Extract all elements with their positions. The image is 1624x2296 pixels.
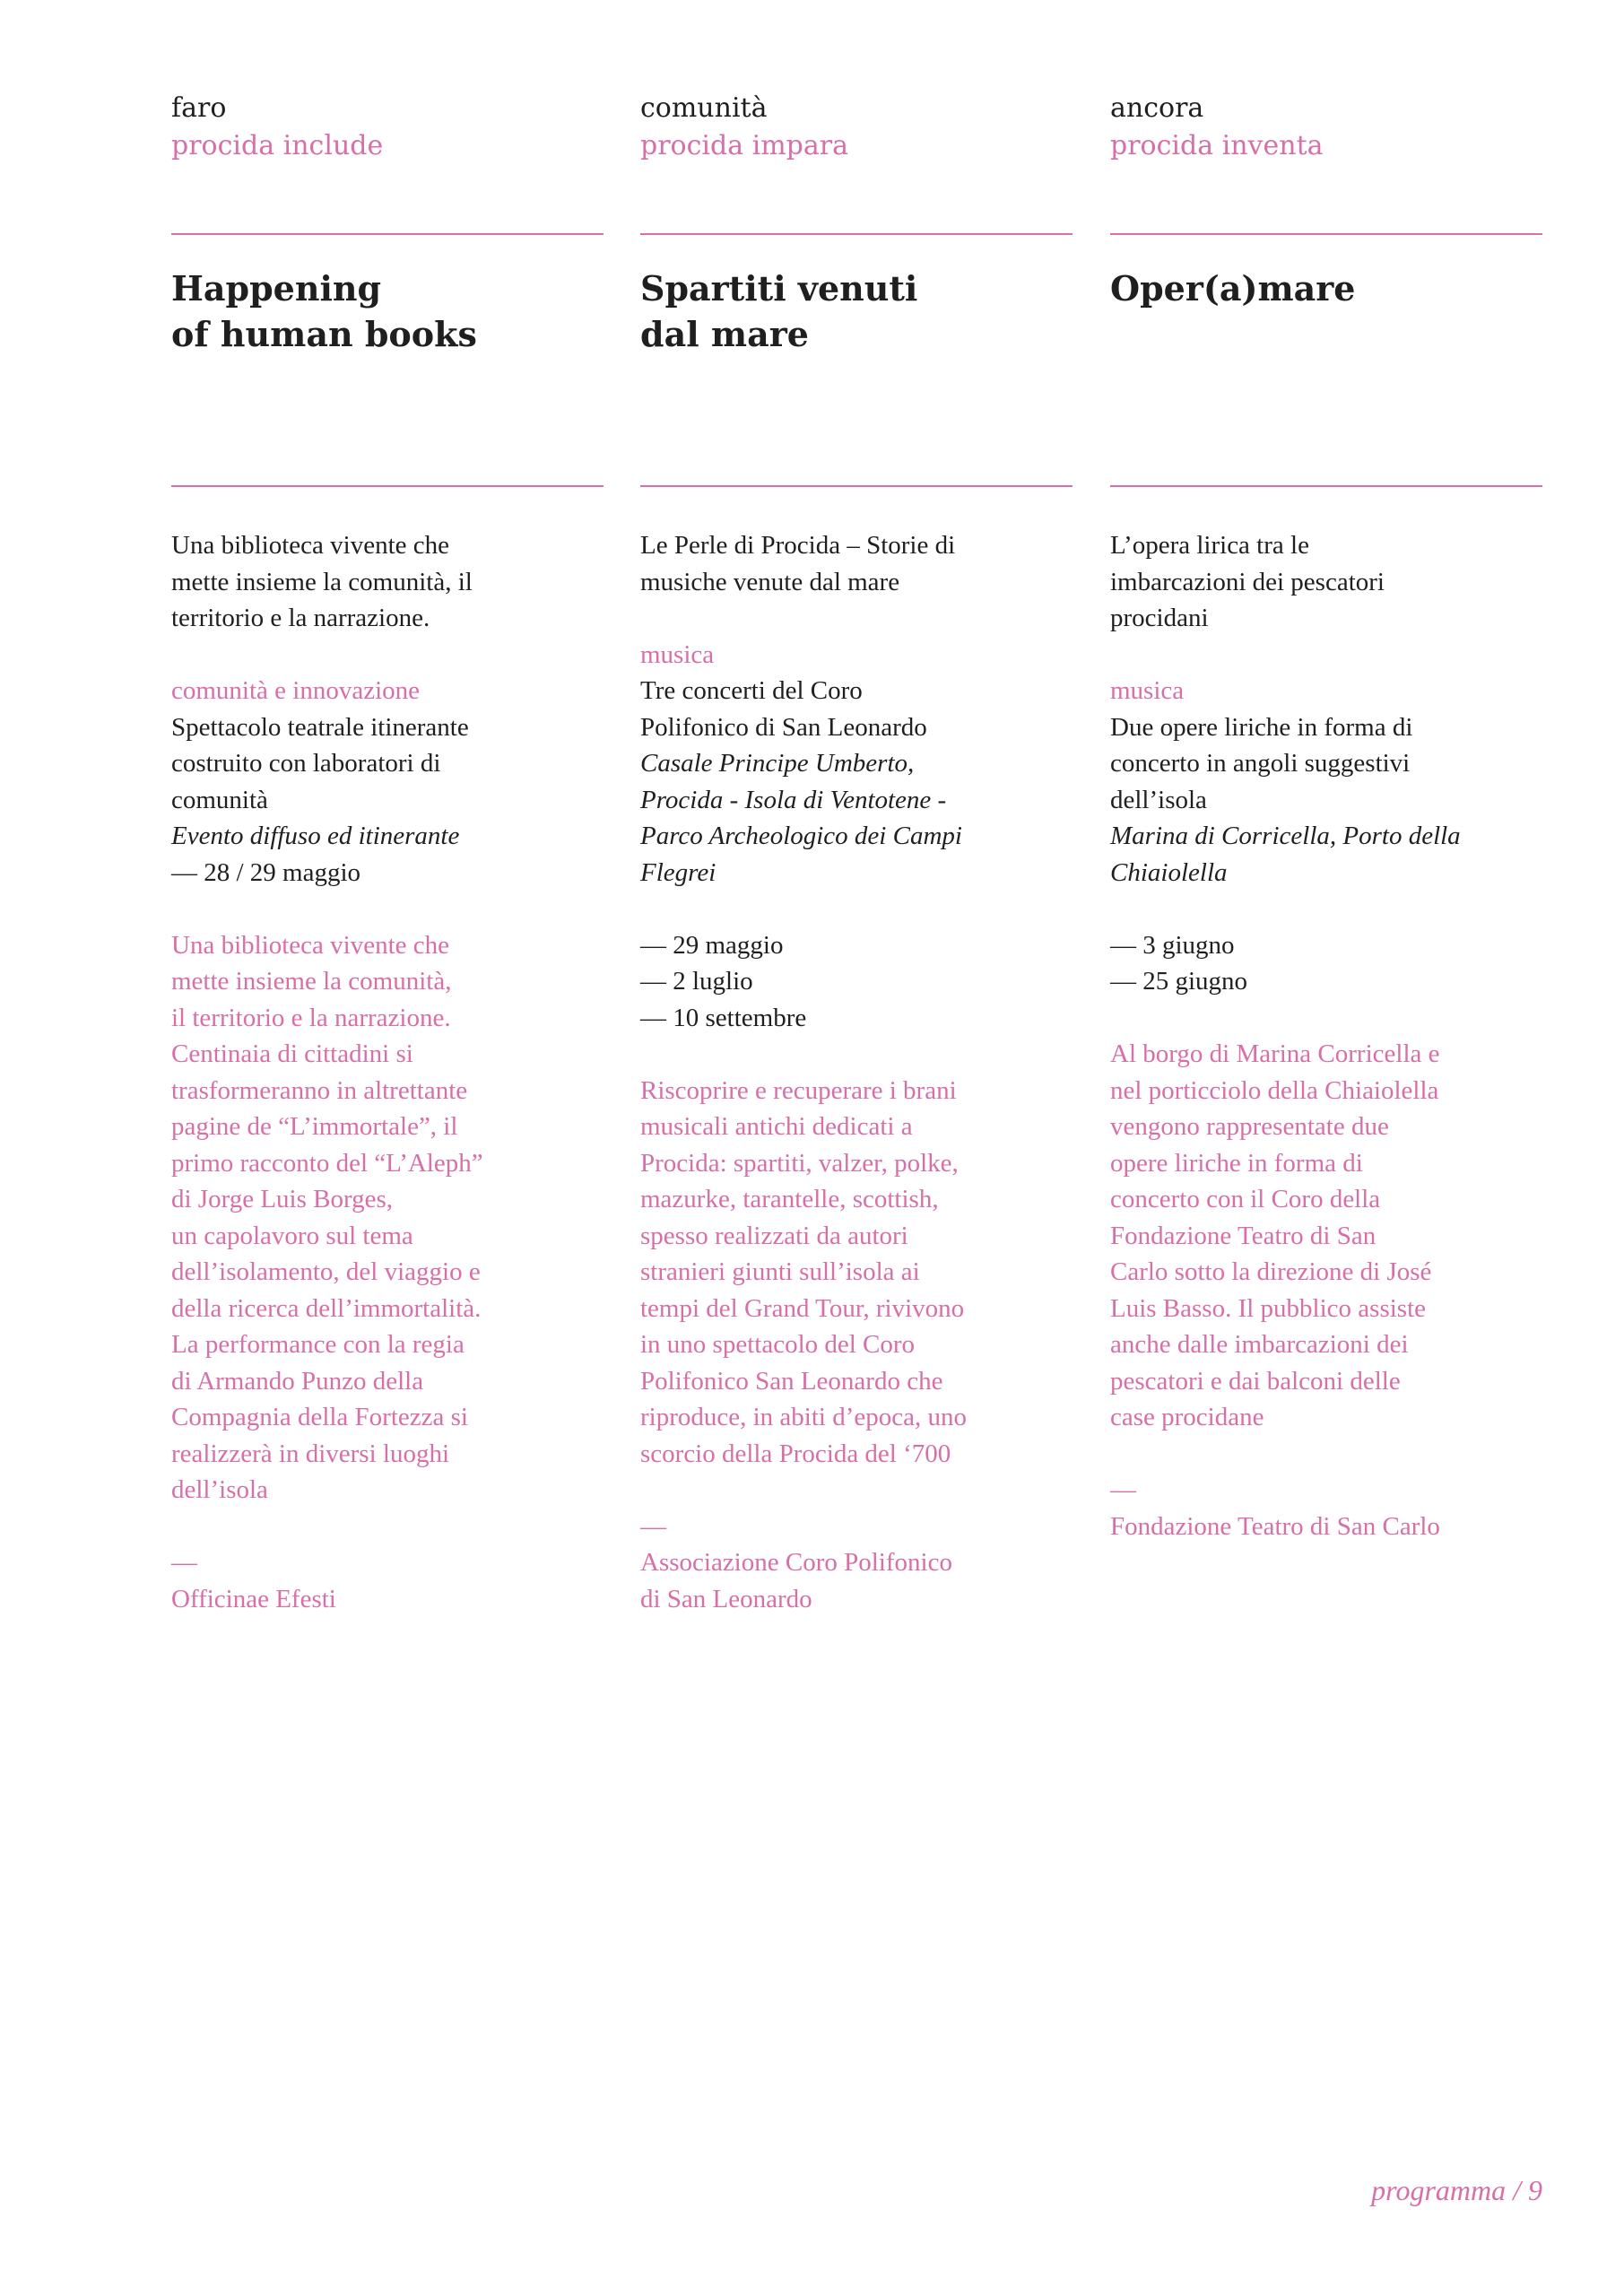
description-line: il territorio e la narrazione.	[171, 1003, 451, 1032]
event-body	[171, 527, 604, 1617]
description-line: riproduce, in abiti d’epoca, uno	[640, 1403, 967, 1431]
event-title	[171, 265, 604, 485]
description-line: realizzerà in diversi luoghi	[171, 1439, 450, 1468]
date-line: — 25 giugno	[1110, 967, 1248, 996]
kicker-subtitle: procida impara	[640, 130, 848, 161]
event-description	[640, 1073, 1073, 1473]
event-body	[1110, 527, 1542, 1544]
column-kicker	[171, 90, 604, 165]
organizer-line: di San Leonardo	[640, 1584, 812, 1613]
column-kicker	[1110, 90, 1542, 165]
event-desc-line: Tre concerti del Coro	[640, 676, 863, 705]
event-title	[1110, 265, 1542, 485]
description-line: tempi del Grand Tour, rivivono	[640, 1293, 965, 1323]
divider-top	[1110, 233, 1542, 235]
event-desc-line: costruito con laboratori di	[171, 749, 441, 778]
event-dates	[1110, 927, 1542, 1000]
organizer-dash: —	[640, 1511, 666, 1541]
event-description	[1110, 1036, 1542, 1436]
organizer-line: Fondazione Teatro di San Carlo	[1110, 1511, 1440, 1541]
divider-top	[640, 233, 1073, 235]
column-kicker	[640, 90, 1073, 165]
event-title-line: Happening	[171, 268, 382, 309]
intro-line: Una biblioteca vivente che	[171, 531, 450, 560]
description-line: vengono rappresentate due	[1110, 1112, 1389, 1141]
event-info	[1110, 673, 1542, 891]
venue-line: Marina di Corricella, Porto della	[1110, 822, 1461, 850]
date-line: — 29 maggio	[640, 930, 784, 960]
date-line: — 2 luglio	[640, 967, 753, 996]
date-line: — 3 giugno	[1110, 930, 1235, 960]
organizer-dash: —	[171, 1548, 197, 1577]
event-dates	[171, 855, 604, 891]
kicker-subtitle: procida include	[171, 130, 384, 161]
description-line: La performance con la regia	[171, 1330, 465, 1359]
description-line: di Armando Punzo della	[171, 1366, 424, 1396]
description-line: Procida: spartiti, valzer, polke,	[640, 1148, 959, 1178]
description-line: dell’isolamento, del viaggio e	[171, 1257, 481, 1286]
description-line: Una biblioteca vivente che	[171, 930, 450, 960]
description-line: spesso realizzati da autori	[640, 1221, 908, 1250]
program-column	[1110, 90, 1542, 1544]
venue-line: Flegrei	[640, 857, 716, 887]
description-line: Al borgo di Marina Corricella e	[1110, 1039, 1440, 1068]
description-line: Polifonico San Leonardo che	[640, 1366, 943, 1396]
description-line: musicali antichi dedicati a	[640, 1112, 913, 1141]
date-line: — 10 settembre	[640, 1003, 807, 1032]
description-line: concerto con il Coro della	[1110, 1185, 1381, 1213]
organizer-line: Officinae Efesti	[171, 1584, 336, 1613]
event-info	[171, 673, 604, 891]
event-desc-line: concerto in angoli suggestivi	[1110, 749, 1411, 778]
description-line: Compagnia della Fortezza si	[171, 1403, 468, 1431]
description-line: dell’isola	[171, 1475, 268, 1504]
organizer-line: Associazione Coro Polifonico	[640, 1548, 952, 1577]
event-title-line: Oper(a)mare	[1110, 268, 1356, 309]
event-desc-line: Spettacolo teatrale itinerante	[171, 712, 469, 742]
description-line: Luis Basso. Il pubblico assiste	[1110, 1293, 1427, 1323]
intro-line: procidani	[1110, 604, 1209, 632]
event-description	[171, 927, 604, 1509]
event-desc-line: Polifonico di San Leonardo	[640, 712, 927, 742]
event-dates	[640, 927, 1073, 1037]
event-intro	[640, 527, 1073, 600]
description-line: Carlo sotto la direzione di José	[1110, 1257, 1432, 1286]
event-organizer	[171, 1544, 604, 1617]
event-venue	[640, 745, 1073, 891]
description-line: Centinaia di cittadini si	[171, 1039, 413, 1068]
description-line: primo racconto del “L’Aleph”	[171, 1148, 483, 1178]
description-line: Fondazione Teatro di San	[1110, 1221, 1376, 1250]
event-category: musica	[640, 639, 715, 669]
intro-line: territorio e la narrazione.	[171, 604, 430, 632]
event-venue	[1110, 818, 1542, 891]
program-column	[640, 90, 1073, 1617]
description-line: nel porticciolo della Chiaiolella	[1110, 1075, 1439, 1105]
venue-line: Procida - Isola di Ventotene -	[640, 785, 947, 814]
description-line: mette insieme la comunità,	[171, 967, 452, 996]
divider-bottom	[640, 485, 1073, 487]
description-line: di Jorge Luis Borges,	[171, 1185, 394, 1213]
event-title-line: Spartiti venuti	[640, 268, 918, 309]
description-line: Riscoprire e recuperare i brani	[640, 1075, 957, 1105]
event-title	[640, 265, 1073, 485]
kicker-category: ancora	[1110, 92, 1204, 124]
event-category: musica	[1110, 676, 1185, 705]
intro-line: mette insieme la comunità, il	[171, 567, 473, 596]
kicker-category: comunità	[640, 92, 768, 124]
intro-line: musiche venute dal mare	[640, 567, 900, 596]
description-line: trasformeranno in altrettante	[171, 1075, 468, 1105]
event-organizer	[640, 1509, 1073, 1618]
event-desc-line: comunità	[171, 785, 268, 814]
venue-line: Evento diffuso ed itinerante	[171, 822, 460, 850]
event-description-short	[171, 709, 604, 819]
venue-line: Chiaiolella	[1110, 857, 1228, 887]
program-column	[171, 90, 604, 1617]
description-line: un capolavoro sul tema	[171, 1221, 413, 1250]
event-title-line: of human books	[171, 314, 477, 354]
kicker-subtitle: procida inventa	[1110, 130, 1324, 161]
description-line: pagine de “L’immortale”, il	[171, 1112, 458, 1141]
description-line: stranieri giunti sull’isola ai	[640, 1257, 920, 1286]
event-body	[640, 527, 1073, 1617]
description-line: pescatori e dai balconi delle	[1110, 1366, 1401, 1396]
event-intro	[171, 527, 604, 637]
event-desc-line: dell’isola	[1110, 785, 1207, 814]
venue-line: Casale Principe Umberto,	[640, 749, 915, 778]
event-organizer	[1110, 1472, 1542, 1544]
organizer-dash: —	[1110, 1475, 1136, 1504]
description-line: case procidane	[1110, 1403, 1264, 1431]
event-description-short	[1110, 709, 1542, 819]
description-line: della ricerca dell’immortalità.	[171, 1293, 482, 1323]
event-info	[640, 637, 1073, 891]
divider-bottom	[171, 485, 604, 487]
venue-line: Parco Archeologico dei Campi	[640, 822, 962, 850]
description-line: opere liriche in forma di	[1110, 1148, 1363, 1178]
divider-top	[171, 233, 604, 235]
intro-line: Le Perle di Procida – Storie di	[640, 531, 956, 560]
event-desc-line: Due opere liriche in forma di	[1110, 712, 1413, 742]
description-line: in uno spettacolo del Coro	[640, 1330, 916, 1359]
page-footer: programma / 9	[1371, 2174, 1542, 2206]
kicker-category: faro	[171, 92, 227, 124]
description-line: mazurke, tarantelle, scottish,	[640, 1185, 939, 1213]
intro-line: L’opera lirica tra le	[1110, 531, 1309, 560]
date-line: — 28 / 29 maggio	[171, 857, 361, 887]
event-category: comunità e innovazione	[171, 676, 421, 705]
description-line: scorcio della Procida del ‘700	[640, 1439, 951, 1468]
event-intro	[1110, 527, 1542, 637]
divider-bottom	[1110, 485, 1542, 487]
intro-line: imbarcazioni dei pescatori	[1110, 567, 1385, 596]
description-line: anche dalle imbarcazioni dei	[1110, 1330, 1409, 1359]
event-description-short	[640, 673, 1073, 745]
event-title-line: dal mare	[640, 314, 809, 354]
event-venue	[171, 818, 604, 855]
